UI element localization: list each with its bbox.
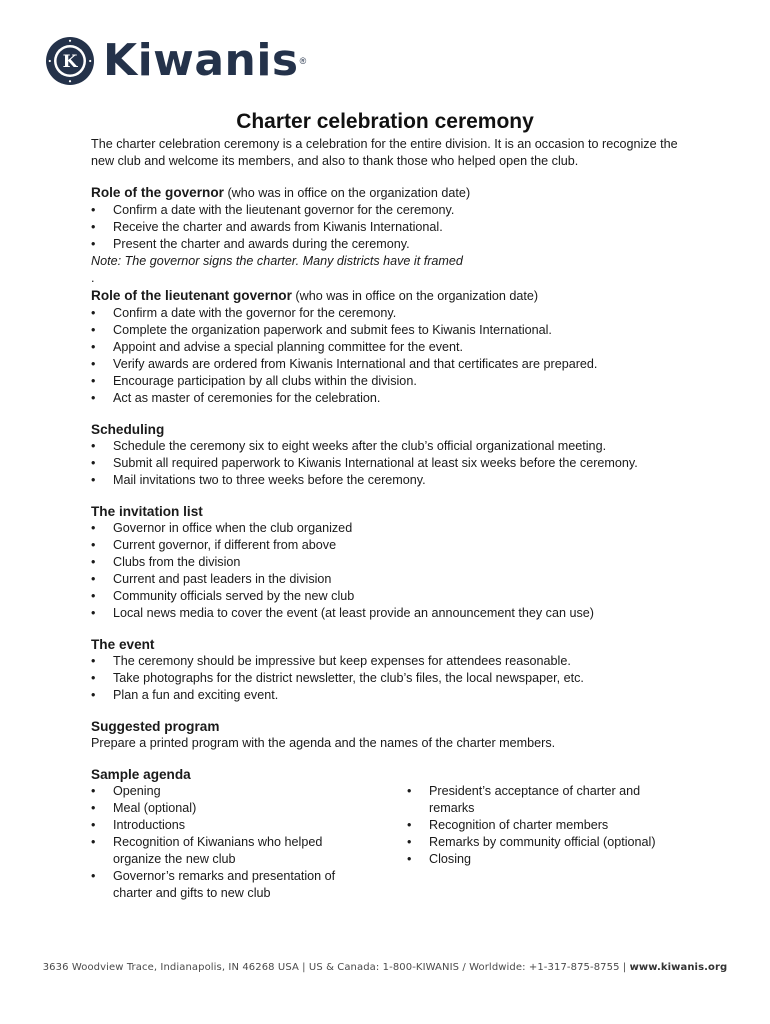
list-item: • Take photographs for the district newsletter, the club’s files, the local newspaper, etc. [91,671,584,685]
page-footer [0,962,770,973]
list-item: • Submit all required paperwork to Kiwanis International at least six weeks before the ceremony. [91,456,638,470]
bullet-icon: • [91,323,96,337]
bullet-icon: • [91,555,96,569]
scheduling-heading: Scheduling [91,422,165,437]
bullet-icon: • [91,801,96,815]
svg-text:K: K [62,52,78,72]
list-item: • Meal (optional) [91,801,197,815]
registered-mark: ® [299,56,307,66]
list-item: • Community officials served by the new club [91,589,355,603]
bullet-icon: • [91,456,96,470]
list-item: • Current governor, if different from above [91,538,337,552]
bullet-icon: • [91,538,96,552]
bullet-icon: • [91,835,96,849]
bullet-icon: • [91,654,96,668]
bullet-icon: • [91,439,96,453]
list-item: • Clubs from the division [91,555,241,569]
bullet-icon: • [91,473,96,487]
invitation-list [91,520,691,622]
agenda-heading: Sample agenda [91,767,191,782]
bullet-icon: • [91,784,96,798]
list-item: • Recognition of charter members [407,818,609,832]
list-item: • Opening [91,784,161,798]
bullet-icon: • [91,589,96,603]
bullet-icon: • [91,572,96,586]
program-text: Prepare a printed program with the agenda and the names of the charter members. [91,736,556,750]
kiwanis-wordmark: Kiwanis [103,35,299,86]
agenda-list-left [91,783,407,902]
bullet-icon: • [91,521,96,535]
agenda-list-right [407,783,691,902]
lt-governor-list [91,305,691,407]
bullet-icon: • [91,306,96,320]
lt-governor-heading [91,287,691,305]
lt-governor-heading-qualifier: (who was in office on the organization date) [295,289,539,303]
bullet-icon: • [407,784,412,798]
list-item: • Local news media to cover the event (at least provide an announcement they can use) [91,606,594,620]
intro-paragraph: The charter celebration ceremony is a celebration for the entire division. It is an occasion to recognize the new club and welcome its members, and also to thank those who helped open the club. [91,137,678,168]
governor-list [91,202,691,253]
list-item: • Complete the organization paperwork and submit fees to Kiwanis International. [91,323,552,337]
document-body [91,136,691,902]
invitation-heading: The invitation list [91,504,203,519]
governor-heading-qualifier: (who was in office on the organization date) [227,186,471,200]
note-period: . [91,271,95,285]
list-item: • Remarks by community official (optional) [407,835,656,849]
agenda-columns [91,783,691,902]
governor-heading [91,184,691,202]
governor-note: Note: The governor signs the charter. Many districts have it framed [91,254,463,268]
list-item: • Confirm a date with the governor for the ceremony. [91,306,397,320]
bullet-icon: • [91,391,96,405]
bullet-icon: • [91,606,96,620]
kiwanis-logo [45,34,306,88]
list-item: • Governor in office when the club organized [91,521,353,535]
list-item: • Act as master of ceremonies for the celebration. [91,391,381,405]
list-item: • Plan a fun and exciting event. [91,688,279,702]
list-item: • Appoint and advise a special planning committee for the event. [91,340,464,354]
bullet-icon: • [407,818,412,832]
list-item: • Current and past leaders in the division [91,572,332,586]
bullet-icon: • [407,852,412,866]
bullet-icon: • [91,203,96,217]
page-title: Charter celebration ceremony [236,110,534,133]
program-heading: Suggested program [91,719,220,734]
list-item: • Present the charter and awards during the ceremony. [91,237,410,251]
bullet-icon: • [91,688,96,702]
list-item: • The ceremony should be impressive but keep expenses for attendees reasonable. [91,654,571,668]
footer-address: 3636 Woodview Trace, Indianapolis, IN 46268 USA | US & Canada: 1-800-KIWANIS / Worldwide: +1-317-875-8755 | [42,962,630,973]
event-heading: The event [91,637,155,652]
bullet-icon: • [91,374,96,388]
bullet-icon: • [91,220,96,234]
bullet-icon: • [91,340,96,354]
kiwanis-seal-icon [45,36,95,86]
bullet-icon: • [91,671,96,685]
bullet-icon: • [91,818,96,832]
list-item: • Governor’s remarks and presentation of charter and gifts to new club [91,869,336,900]
list-item: • President’s acceptance of charter and remarks [407,784,641,815]
list-item: • Closing [407,852,471,866]
list-item: • Introductions [91,818,186,832]
governor-heading-title: Role of the governor [91,185,224,200]
bullet-icon: • [407,835,412,849]
list-item: • Confirm a date with the lieutenant governor for the ceremony. [91,203,455,217]
scheduling-list [91,438,691,489]
lt-governor-heading-title: Role of the lieutenant governor [91,288,292,303]
footer-website-link[interactable]: www.kiwanis.org [629,962,728,973]
list-item: • Encourage participation by all clubs within the division. [91,374,417,388]
list-item: • Schedule the ceremony six to eight weeks after the club’s official organizational meeting. [91,439,607,453]
list-item: • Verify awards are ordered from Kiwanis International and that certificates are prepared. [91,357,598,371]
event-list [91,653,691,704]
list-item: • Recognition of Kiwanians who helped organize the new club [91,835,323,866]
bullet-icon: • [91,357,96,371]
bullet-icon: • [91,869,96,883]
list-item: • Receive the charter and awards from Kiwanis International. [91,220,443,234]
bullet-icon: • [91,237,96,251]
list-item: • Mail invitations two to three weeks before the ceremony. [91,473,426,487]
